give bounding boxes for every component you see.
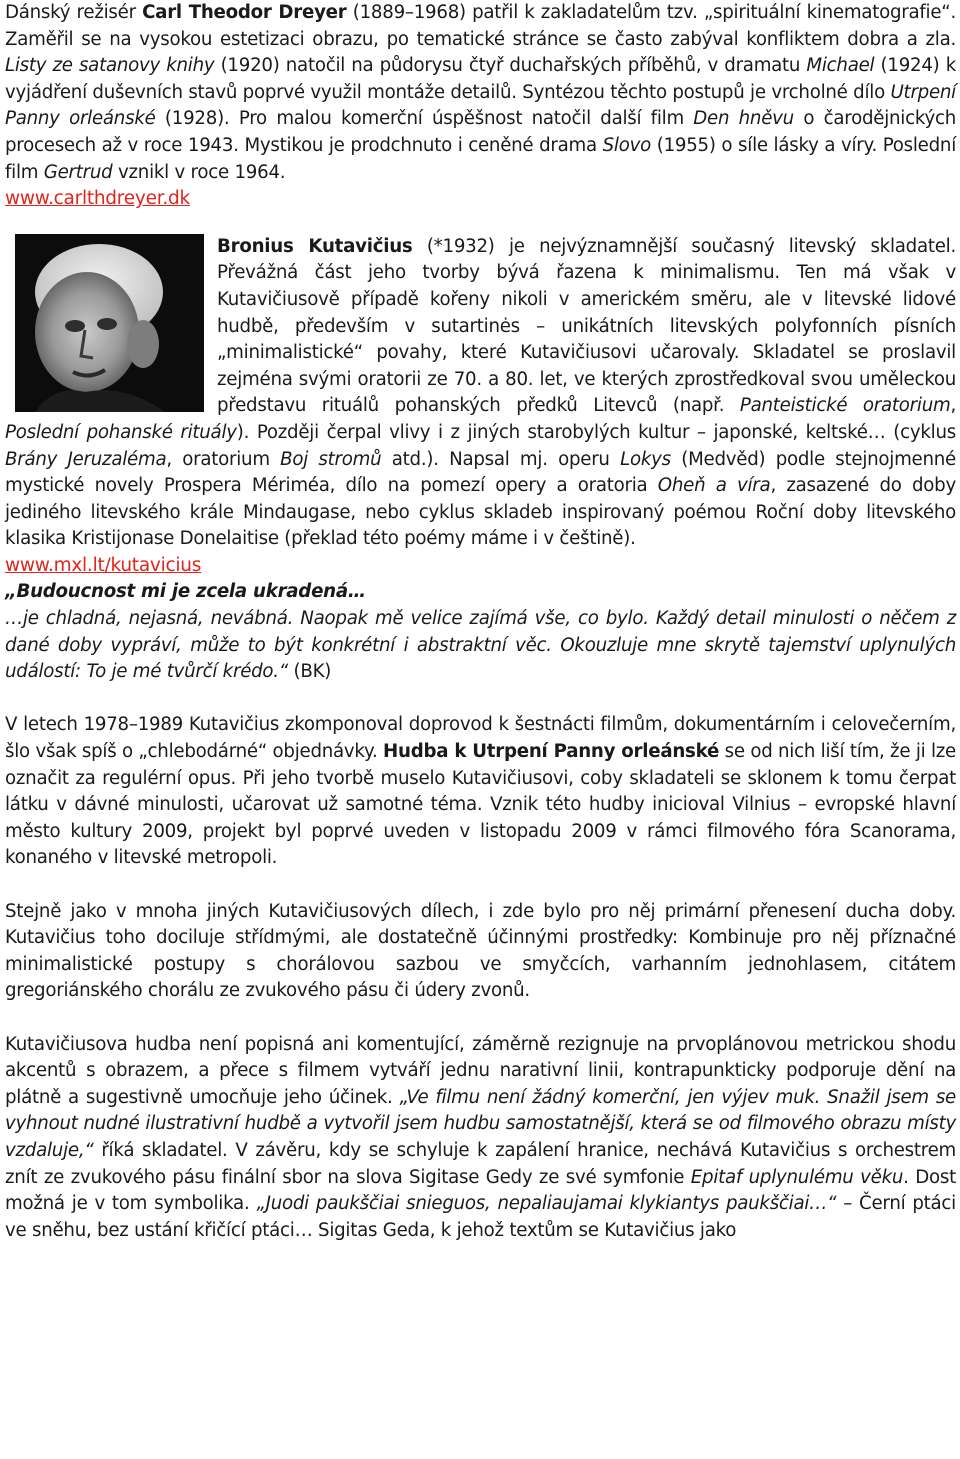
composer-quote: „Ve filmu není žádný komerční, jen výjev muk. Snažil jsem se vyhnout nudné ilustrativní hudbě a vytvořil jsem hudbu samostatnější, která se od filmového obrazu místy vzdaluje,“ bbox=[5, 1086, 956, 1161]
work-title: Panteistické oratorium bbox=[739, 395, 951, 417]
text: (1924) k vyjádření duševních stavů poprvé využil montáže detailů. Syntézou těchto postupů je vrcholné dílo bbox=[5, 55, 957, 103]
work-title: Lokys bbox=[620, 448, 671, 470]
text: (1920) natočil na půdorysu čtyř duchařských příběhů, v dramatu bbox=[214, 55, 807, 77]
film-title: Gertrud bbox=[43, 161, 113, 183]
spirit-paragraph: Stejně jako v mnoha jiných Kutavičiusových dílech, i zde bylo pro něj primární přenesení ducha doby. Kutavičius toho dociluje střídmými, ale dostatečně účinnými prostředky: Kombinuje pro něj příznačné minimalistické postupy s chorálovou sazbou ve smyčcích, varhanním jednohlasem, citátem gregoriánského chorálu ze zvukového pásu či údery zvonů. bbox=[5, 900, 956, 1002]
quote-heading: „Budoucnost mi je zcela ukradená… bbox=[5, 581, 366, 603]
text: . Dost možná je v tom symbolika. bbox=[5, 1166, 956, 1215]
quote-body: …je chladná, nejasná, nevábná. Naopak mě velice zajímá vše, co bylo. Každý detail minulosti o něčem z dané doby vypráví, může to být konkrétní i abstraktní věc. Okouzluje mne skrytě tajemství uplynulých událostí: To je mé tvůrčí krédo.“ bbox=[5, 608, 956, 683]
kutavicius-link-line bbox=[5, 553, 956, 580]
text: (1955) o síle lásky a víry. Poslední film bbox=[5, 134, 956, 183]
work-title: Brány Jeruzaléma bbox=[5, 448, 167, 470]
work-title: Poslední pohanské rituály bbox=[5, 421, 237, 443]
film-title: Listy ze satanovy knihy bbox=[5, 55, 215, 77]
portrait-icon bbox=[15, 234, 204, 412]
kutavicius-website-link[interactable]: www.mxl.lt/kutavicius bbox=[5, 554, 202, 576]
text: V letech 1978–1989 Kutavičius zkomponoval doprovod k šestnácti filmům, dokumentárním i celovečerním, šlo však spíš o „chlebodárné“ objednávky. bbox=[5, 714, 956, 763]
text: o čarodějnických procesech až v roce 1943. Mystikou je prodchnuto i ceněné drama bbox=[5, 108, 956, 156]
text: Kutavičiusova hudba není popisná ani komentující, záměrně rezignuje na prvoplánovou metrickou shodu akcentů s obrazem, a přece s filmem vytváří jednu narativní linii, kontrapunkticky podporuje dění na plátně a sugestivně umocňuje jeho účinek. bbox=[5, 1033, 956, 1108]
spacer bbox=[5, 872, 956, 899]
kutavicius-name: Bronius Kutavičius bbox=[217, 235, 413, 257]
text: ). Později čerpal vlivy i z jiných starobylých kultur – japonské, keltské… (cyklus bbox=[236, 421, 956, 443]
film-title: Slovo bbox=[602, 134, 651, 156]
text: (*1932) je nejvýznamnější současný litevský skladatel. Převážná část jeho tvorby bývá řazena k minimalismu. Ten má však v Kutavičiusově případě kořeny nikoli v americkém směru, ale v litevské lidové hudbě, především v sutartinės – unikátních litevských polyfonních písních „minimalistické“ povahy, které Kutavičiusovi učarovaly. Skladatel se proslavil zejména svými oratorii ze 70. a 80. let, ve kterých zprostředkoval svou uměleckou představu rituálů pohanských předků Litevců (např. bbox=[217, 235, 957, 417]
film-title: Den hněvu bbox=[693, 108, 794, 130]
text: říká skladatel. V závěru, kdy se schyluje k zapálení hranice, nechává Kutavičius s orchestrem znít ze zvukového pásu finální sbor na slova Sigitase Gedy ze své symfonie bbox=[5, 1139, 956, 1188]
work-title: Oheň a víra bbox=[657, 475, 771, 497]
dreyer-name: Carl Theodor Dreyer bbox=[142, 2, 347, 23]
text: , zasazené do doby jediného litevského krále Mindaugase, nebo cyklus skladeb inspirovaný poémou Roční doby litevského klasika Kristijonase Donelaitise (překlad této poémy máme i v češtině). bbox=[5, 475, 956, 550]
score-title: Hudba k Utrpení Panny orleánské bbox=[383, 741, 720, 763]
dreyer-website-link[interactable]: www.carlthdreyer.dk bbox=[5, 188, 190, 210]
spacer bbox=[5, 1005, 956, 1032]
film-title: Michael bbox=[806, 55, 875, 77]
text: se od nich liší tím, že ji lze označit za regulérní opus. Při jeho tvorbě muselo Kutavičiusovi, coby skladateli se sklonem k tomu čerpat látku v dávné minulosti, učarovat už samotné téma. Vznik této hudby inicioval Vilnius – evropské hlavní město kultury 2009, projekt byl poprvé uveden v listopadu 2009 v rámci filmového fóra Scanorama, konaného v litevské metropoli. bbox=[5, 741, 956, 869]
document-page bbox=[5, 0, 956, 1244]
text: (1889–1968) patřil k zakladatelům tzv. „spirituální kinematografie“. Zaměřil se na vysokou estetizaci obrazu, po tematické stránce se často zabýval konfliktem dobra a zla. bbox=[5, 2, 957, 50]
poem-quote: „Juodi paukščiai snieguos, nepaliaujamai klykiantys paukščiai…“ bbox=[256, 1193, 837, 1215]
text: atd.). Napsal mj. operu bbox=[381, 448, 621, 470]
kutavicius-section bbox=[5, 234, 956, 580]
quote-paragraph bbox=[5, 606, 956, 686]
music-paragraph bbox=[5, 1032, 956, 1245]
work-title: Epitaf uplynulému věku bbox=[690, 1166, 904, 1188]
text: – Černí ptáci ve sněhu, bez ustání křičící ptáci… Sigitas Geda, k jehož textům se Kutavičius jako bbox=[5, 1193, 956, 1241]
text: , bbox=[950, 395, 956, 417]
text: (Medvěd) podle stejnojmenné mystické novely Prospera Mériméa, dílo na pomezí opery a oratoria bbox=[5, 448, 956, 497]
portrait-photo bbox=[15, 234, 204, 412]
dreyer-link-line bbox=[5, 186, 956, 213]
text: Dánský režisér bbox=[5, 2, 143, 23]
quote-attribution: (BK) bbox=[288, 661, 332, 683]
dreyer-paragraph bbox=[5, 0, 956, 186]
text: , oratorium bbox=[166, 448, 281, 470]
work-title: Boj stromů bbox=[280, 448, 382, 470]
text: (1928). Pro malou komerční úspěšnost natočil další film bbox=[155, 108, 694, 130]
spacer bbox=[5, 686, 956, 713]
film-title: Utrpení Panny orleánské bbox=[5, 81, 956, 130]
text: vznikl v roce 1964. bbox=[112, 161, 286, 183]
score-paragraph bbox=[5, 712, 956, 872]
